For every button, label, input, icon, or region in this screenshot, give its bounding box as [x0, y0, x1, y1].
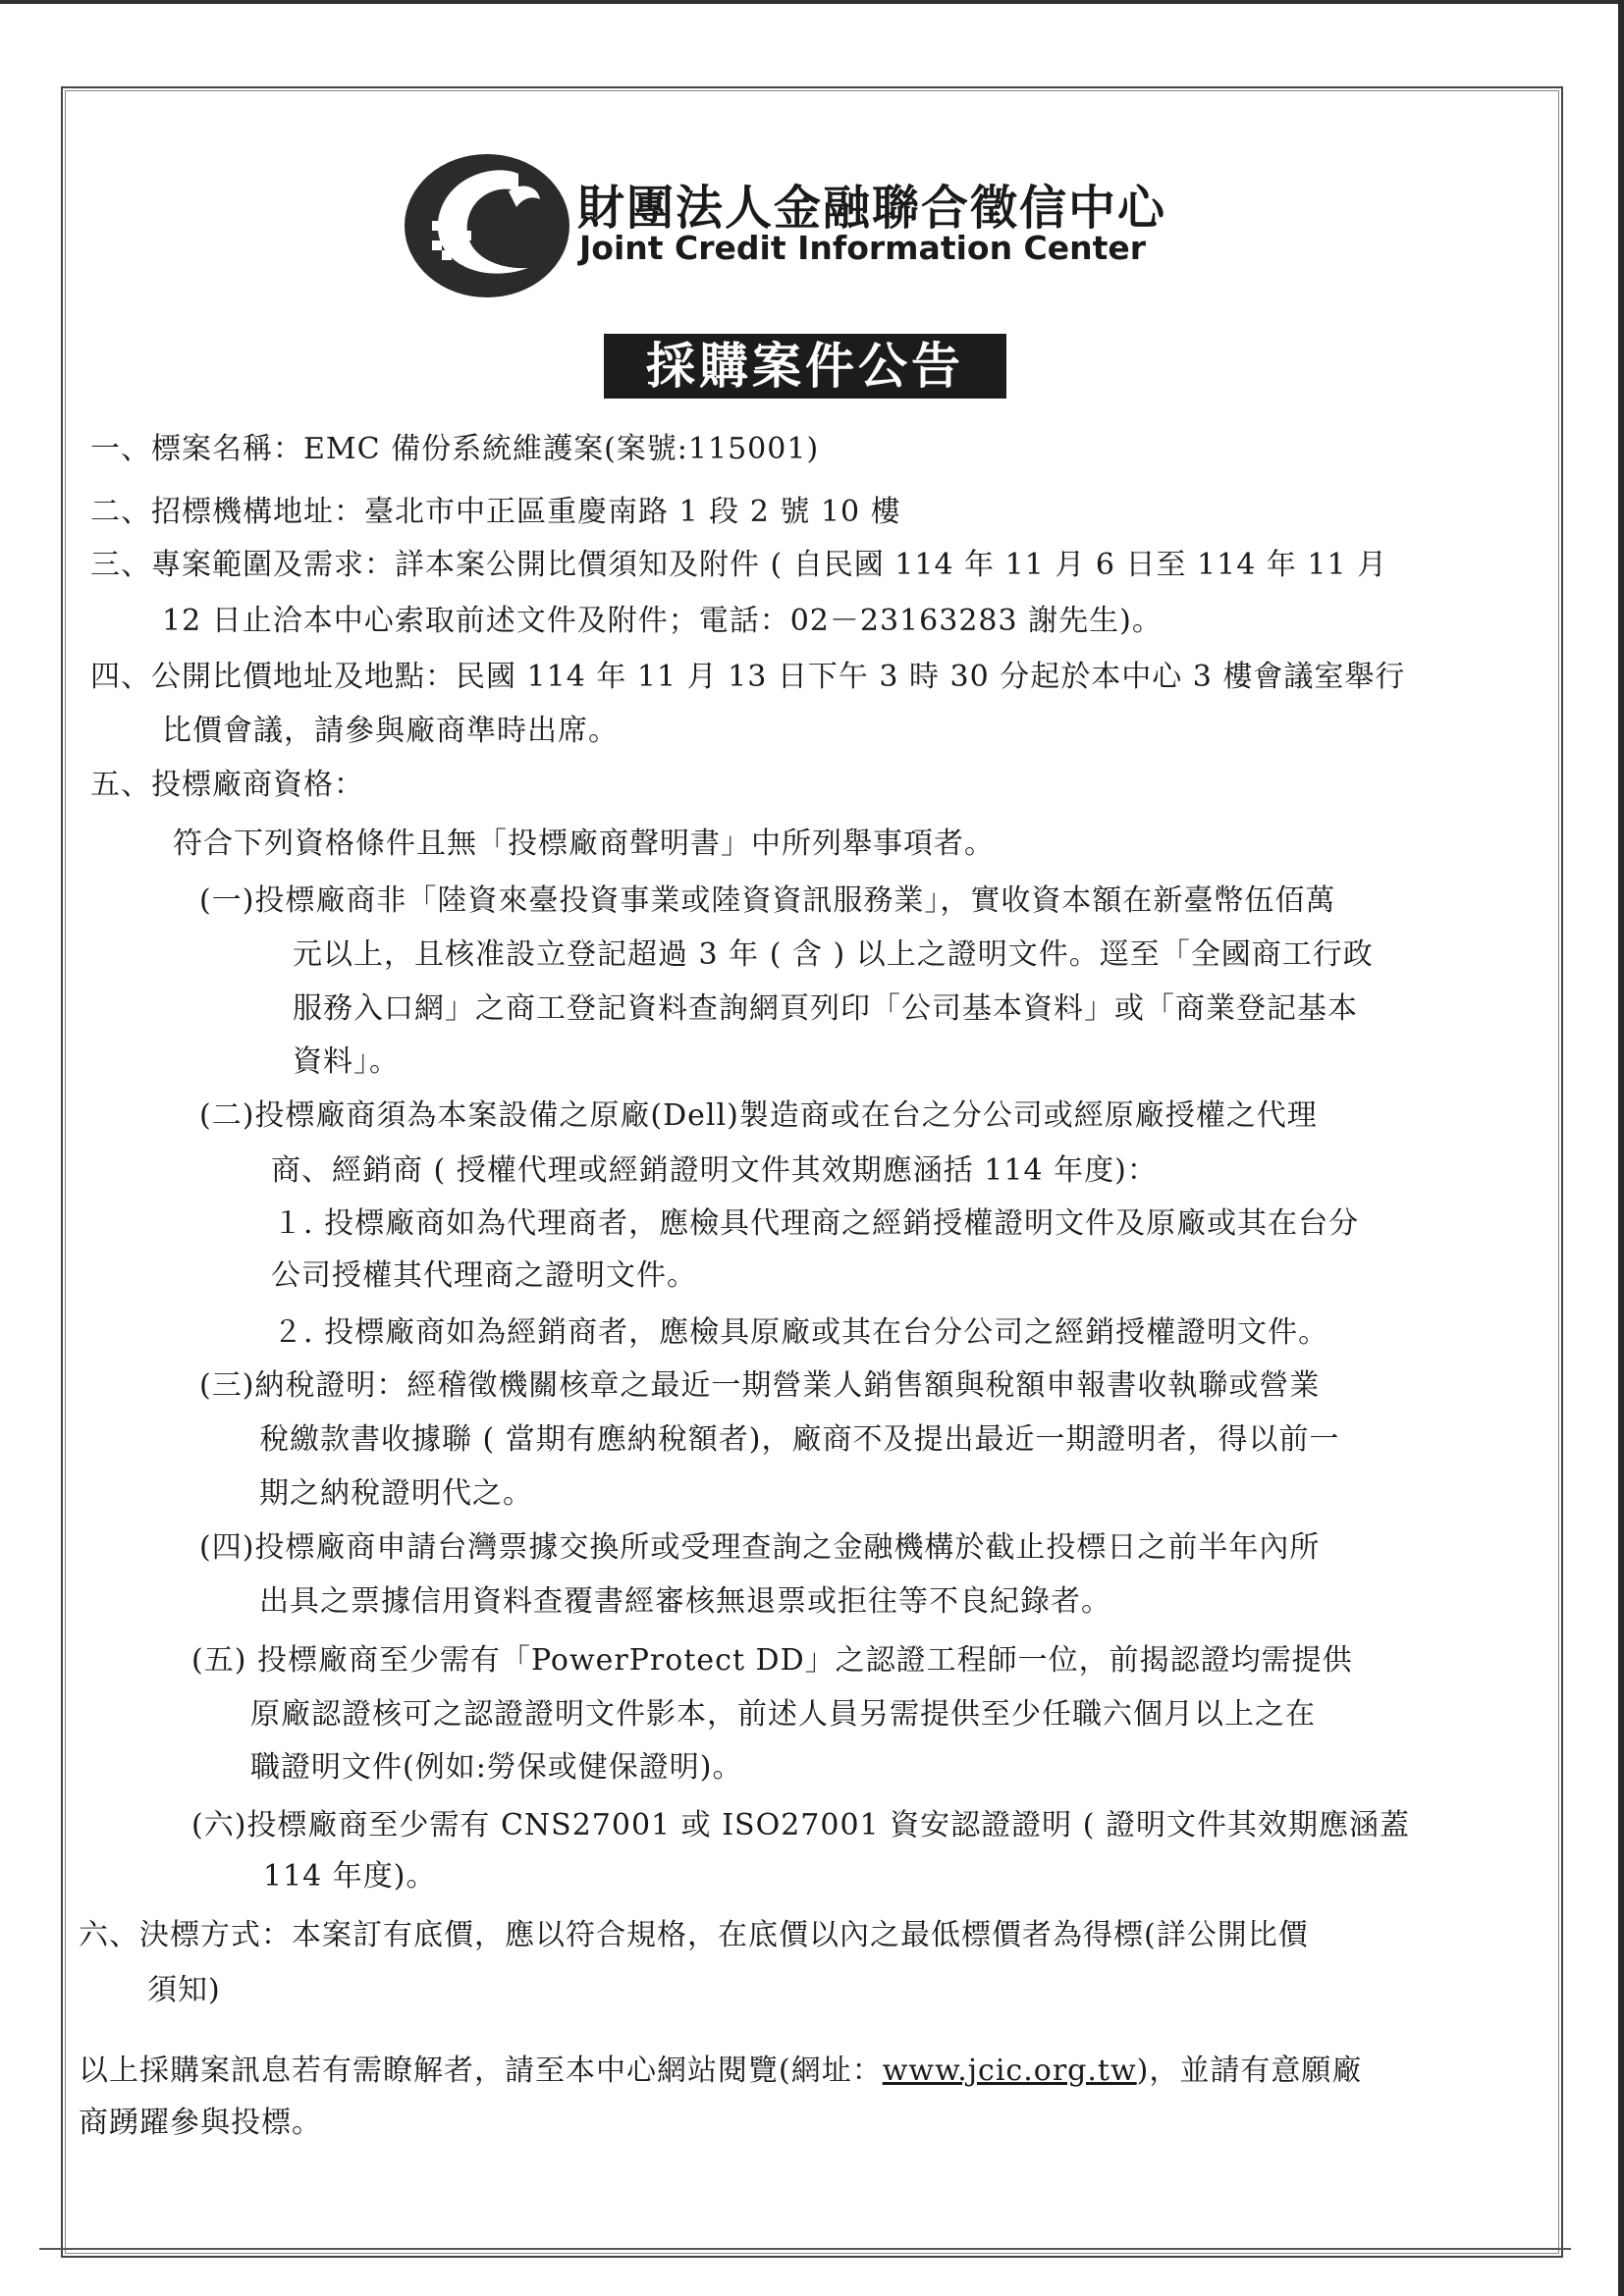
sub-2-line-2: 商、經銷商 ( 授權代理或經銷證明文件其效期應涵括 114 年度)： [271, 1153, 1158, 1188]
item-4-line-2: 比價會議，請參與廠商準時出席。 [162, 714, 619, 748]
org-name-en: Joint Credit Information Center [579, 229, 1147, 267]
jcic-emblem-icon [403, 152, 571, 299]
item-1-tender-name: 一、標案名稱：EMC 備份系統維護案(案號:115001) [90, 432, 820, 466]
sub-6-line-1: (六)投標廠商至少需有 CNS27001 或 ISO27001 資安認證證明 ( 證明文件其效期應涵蓋 [191, 1808, 1410, 1842]
sub-1-line-3: 服務入口網」之商工登記資料查詢網頁列印「公司基本資料」或「商業登記基本 [293, 991, 1358, 1026]
sub-3-line-3: 期之納稅證明代之。 [259, 1476, 533, 1511]
footer-line-1 [79, 2052, 1362, 2091]
item-3-line-1: 三、專案範圍及需求：詳本案公開比價須知及附件 ( 自民國 114 年 11 月 6 日至 114 年 11 月 [90, 548, 1388, 582]
sub-3-line-2: 稅繳款書收據聯 ( 當期有應納稅額者)，廠商不及提出最近一期證明者，得以前一 [259, 1422, 1340, 1457]
sub-3-line-1: (三)納稅證明：經稽徵機關核章之最近一期營業人銷售額與稅額申報書收執聯或營業 [199, 1368, 1321, 1403]
org-name-cn: 財團法人金融聯合徵信中心 [577, 181, 1167, 236]
sub-2-point-1-line-1: １. 投標廠商如為代理商者，應檢具代理商之經銷授權證明文件及原廠或其在台分 [273, 1206, 1360, 1241]
sub-2-line-1: (二)投標廠商須為本案設備之原廠(Dell)製造商或在台之分公司或經原廠授權之代理 [199, 1098, 1318, 1133]
sub-1-line-2: 元以上，且核准設立登記超過 3 年 ( 含 ) 以上之證明文件。逕至「全國商工行政 [293, 937, 1374, 972]
sub-4-line-2: 出具之票據信用資料查覆書經審核無退票或拒往等不良紀錄者。 [259, 1584, 1111, 1619]
sub-2-point-2-line-1: ２. 投標廠商如為經銷商者，應檢具原廠或其在台分公司之經銷授權證明文件。 [273, 1315, 1329, 1350]
sub-5-line-3: 職證明文件(例如:勞保或健保證明)。 [250, 1750, 743, 1785]
notice-title: 採購案件公告 [604, 334, 1006, 399]
sub-1-line-1: (一)投標廠商非「陸資來臺投資事業或陸資資訊服務業」，實收資本額在新臺幣伍佰萬 [199, 883, 1336, 918]
item-4-line-1: 四、公開比價地址及地點：民國 114 年 11 月 13 日下午 3 時 30 分起於本中心 3 樓會議室舉行 [90, 660, 1406, 694]
sub-6-line-2: 114 年度)。 [263, 1859, 437, 1894]
sub-5-line-1: (五) 投標廠商至少需有「PowerProtect DD」之認證工程師一位，前揭認證均需提供 [191, 1643, 1353, 1678]
footer-text-before-url: 以上採購案訊息若有需瞭解者，請至本中心網站閱覽(網址： [79, 2054, 883, 2088]
org-logo [403, 152, 1208, 299]
footer-text-after-url: )，並請有意願廠 [1136, 2054, 1363, 2088]
sub-4-line-1: (四)投標廠商申請台灣票據交換所或受理查詢之金融機構於截止投標日之前半年內所 [199, 1530, 1321, 1565]
scan-edge-right [1618, 0, 1624, 2296]
item-5-intro: 符合下列資格條件且無「投標廠商聲明書」中所列舉事項者。 [173, 827, 995, 861]
item-3-line-2: 12 日止洽本中心索取前述文件及附件；電話：02－23163283 謝先生)。 [162, 604, 1163, 638]
bottom-rule [39, 2248, 1571, 2250]
sub-1-line-4: 資料」。 [293, 1044, 400, 1079]
sub-2-point-1-line-2: 公司授權其代理商之證明文件。 [271, 1258, 697, 1293]
item-5-heading: 五、投標廠商資格： [90, 768, 364, 802]
item-6-line-2: 須知) [147, 1973, 221, 2007]
item-6-line-1: 六、決標方式：本案訂有底價，應以符合規格，在底價以內之最低標價者為得標(詳公開比價 [79, 1918, 1309, 1952]
website-link[interactable]: www.jcic.org.tw [882, 2054, 1137, 2088]
footer-line-2: 商踴躍參與投標。 [79, 2106, 322, 2140]
sub-5-line-2: 原廠認證核可之認證證明文件影本，前述人員另需提供至少任職六個月以上之在 [250, 1697, 1316, 1732]
item-2-address: 二、招標機構地址：臺北市中正區重慶南路 1 段 2 號 10 樓 [90, 495, 901, 529]
scan-edge-top [0, 0, 1624, 4]
